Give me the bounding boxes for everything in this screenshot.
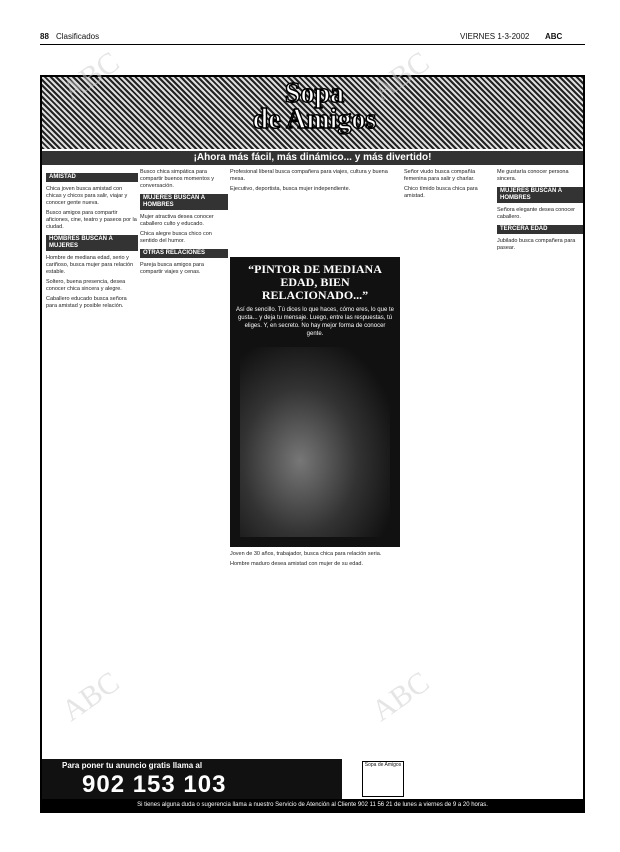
column-4: Señor viudo busca compañía femenina para salir y charlar. Chico tímido busca chica para amistad. bbox=[404, 169, 478, 199]
service-bar: Si tienes alguna duda o sugerencia llama a nuestro Servicio de Atención al Cliente 902 11 56 21 de lunes a viernes de 9 a 20 horas. bbox=[42, 799, 583, 811]
page-header bbox=[40, 30, 585, 45]
section-heading: HOMBRES BUSCAN A MUJERES bbox=[46, 235, 138, 251]
phone-promo bbox=[42, 759, 342, 799]
banner bbox=[42, 77, 583, 149]
column-3-bottom: Joven de 30 años, trabajador, busca chica para relación seria. Hombre maduro desea amistad con mujer de su edad. bbox=[230, 551, 382, 567]
column-1: AMISTAD Chica joven busca amistad con chicas y chicos para salir, viajar y conocer gente nueva. Busco amigos para compartir aficiones, cine, teatro y paseos por la ciudad. HOMBRES BUSCAN A MUJERES Hombre de mediana edad, serio y cariñoso, busca mujer para relación estable. Soltero, buena presencia, desea conocer chica sincera y alegre. Caballero educado busca señora para amistad y posible relación. bbox=[46, 174, 137, 309]
banner-title: Sopa de Amigos bbox=[252, 78, 377, 135]
promo-body: Así de sencillo. Tú dices lo que haces, cómo eres, lo que te gusta... y deja tu mensaje. Luego, entre las respuestas, tú eliges. Y, en secreto. No hay mejor forma de conocer gente. bbox=[236, 307, 394, 337]
promo-stamp: Sopa de Amigos bbox=[362, 761, 404, 797]
section-heading: AMISTAD bbox=[46, 173, 138, 182]
issue-date: VIERNES 1-3-2002 bbox=[460, 32, 530, 41]
section-name: Clasificados bbox=[56, 32, 100, 41]
column-5: Me gustaría conocer persona sincera. MUJERES BUSCAN A HOMBRES Señora elegante desea conocer caballero. TERCERA EDAD Jubilado busca compañera para pasear. bbox=[497, 169, 583, 709]
watermark: ABC bbox=[55, 45, 126, 108]
newspaper-logo: ABC bbox=[545, 32, 563, 41]
section-heading: MUJERES BUSCAN A HOMBRES bbox=[497, 187, 583, 203]
classifieds-page bbox=[40, 75, 585, 813]
column-3-top: Profesional liberal busca compañera para viajes, cultura y buena mesa. Ejecutivo, deportista, busca mujer independiente. bbox=[230, 169, 388, 192]
promo-phone-number: 902 153 103 bbox=[82, 771, 227, 798]
banner-subtitle: ¡Ahora más fácil, más dinámico... y más divertido! bbox=[42, 151, 583, 165]
watermark: ABC bbox=[365, 45, 436, 108]
center-promo bbox=[230, 257, 400, 547]
watermark: ABC bbox=[365, 665, 436, 728]
section-heading: TERCERA EDAD bbox=[497, 225, 583, 234]
painting-image bbox=[240, 347, 390, 537]
promo-small-text: Para poner tu anuncio gratis llama al bbox=[62, 761, 203, 770]
page-number: 88 bbox=[40, 32, 49, 41]
section-heading: OTRAS RELACIONES bbox=[140, 249, 228, 258]
promo-headline: “PINTOR DE MEDIANA EDAD, BIEN RELACIONADO...” bbox=[248, 262, 382, 302]
section-heading: MUJERES BUSCAN A HOMBRES bbox=[140, 194, 228, 210]
column-2: Busco chica simpática para compartir buenos momentos y conversación. MUJERES BUSCAN A HOMBRES Mujer atractiva desea conocer caballero culto y educado. Chica alegre busca chico con sentido del humor. OTRAS RELACIONES Pareja busca amigos para compartir viajes y cenas. bbox=[140, 169, 228, 709]
watermark: ABC bbox=[55, 665, 126, 728]
